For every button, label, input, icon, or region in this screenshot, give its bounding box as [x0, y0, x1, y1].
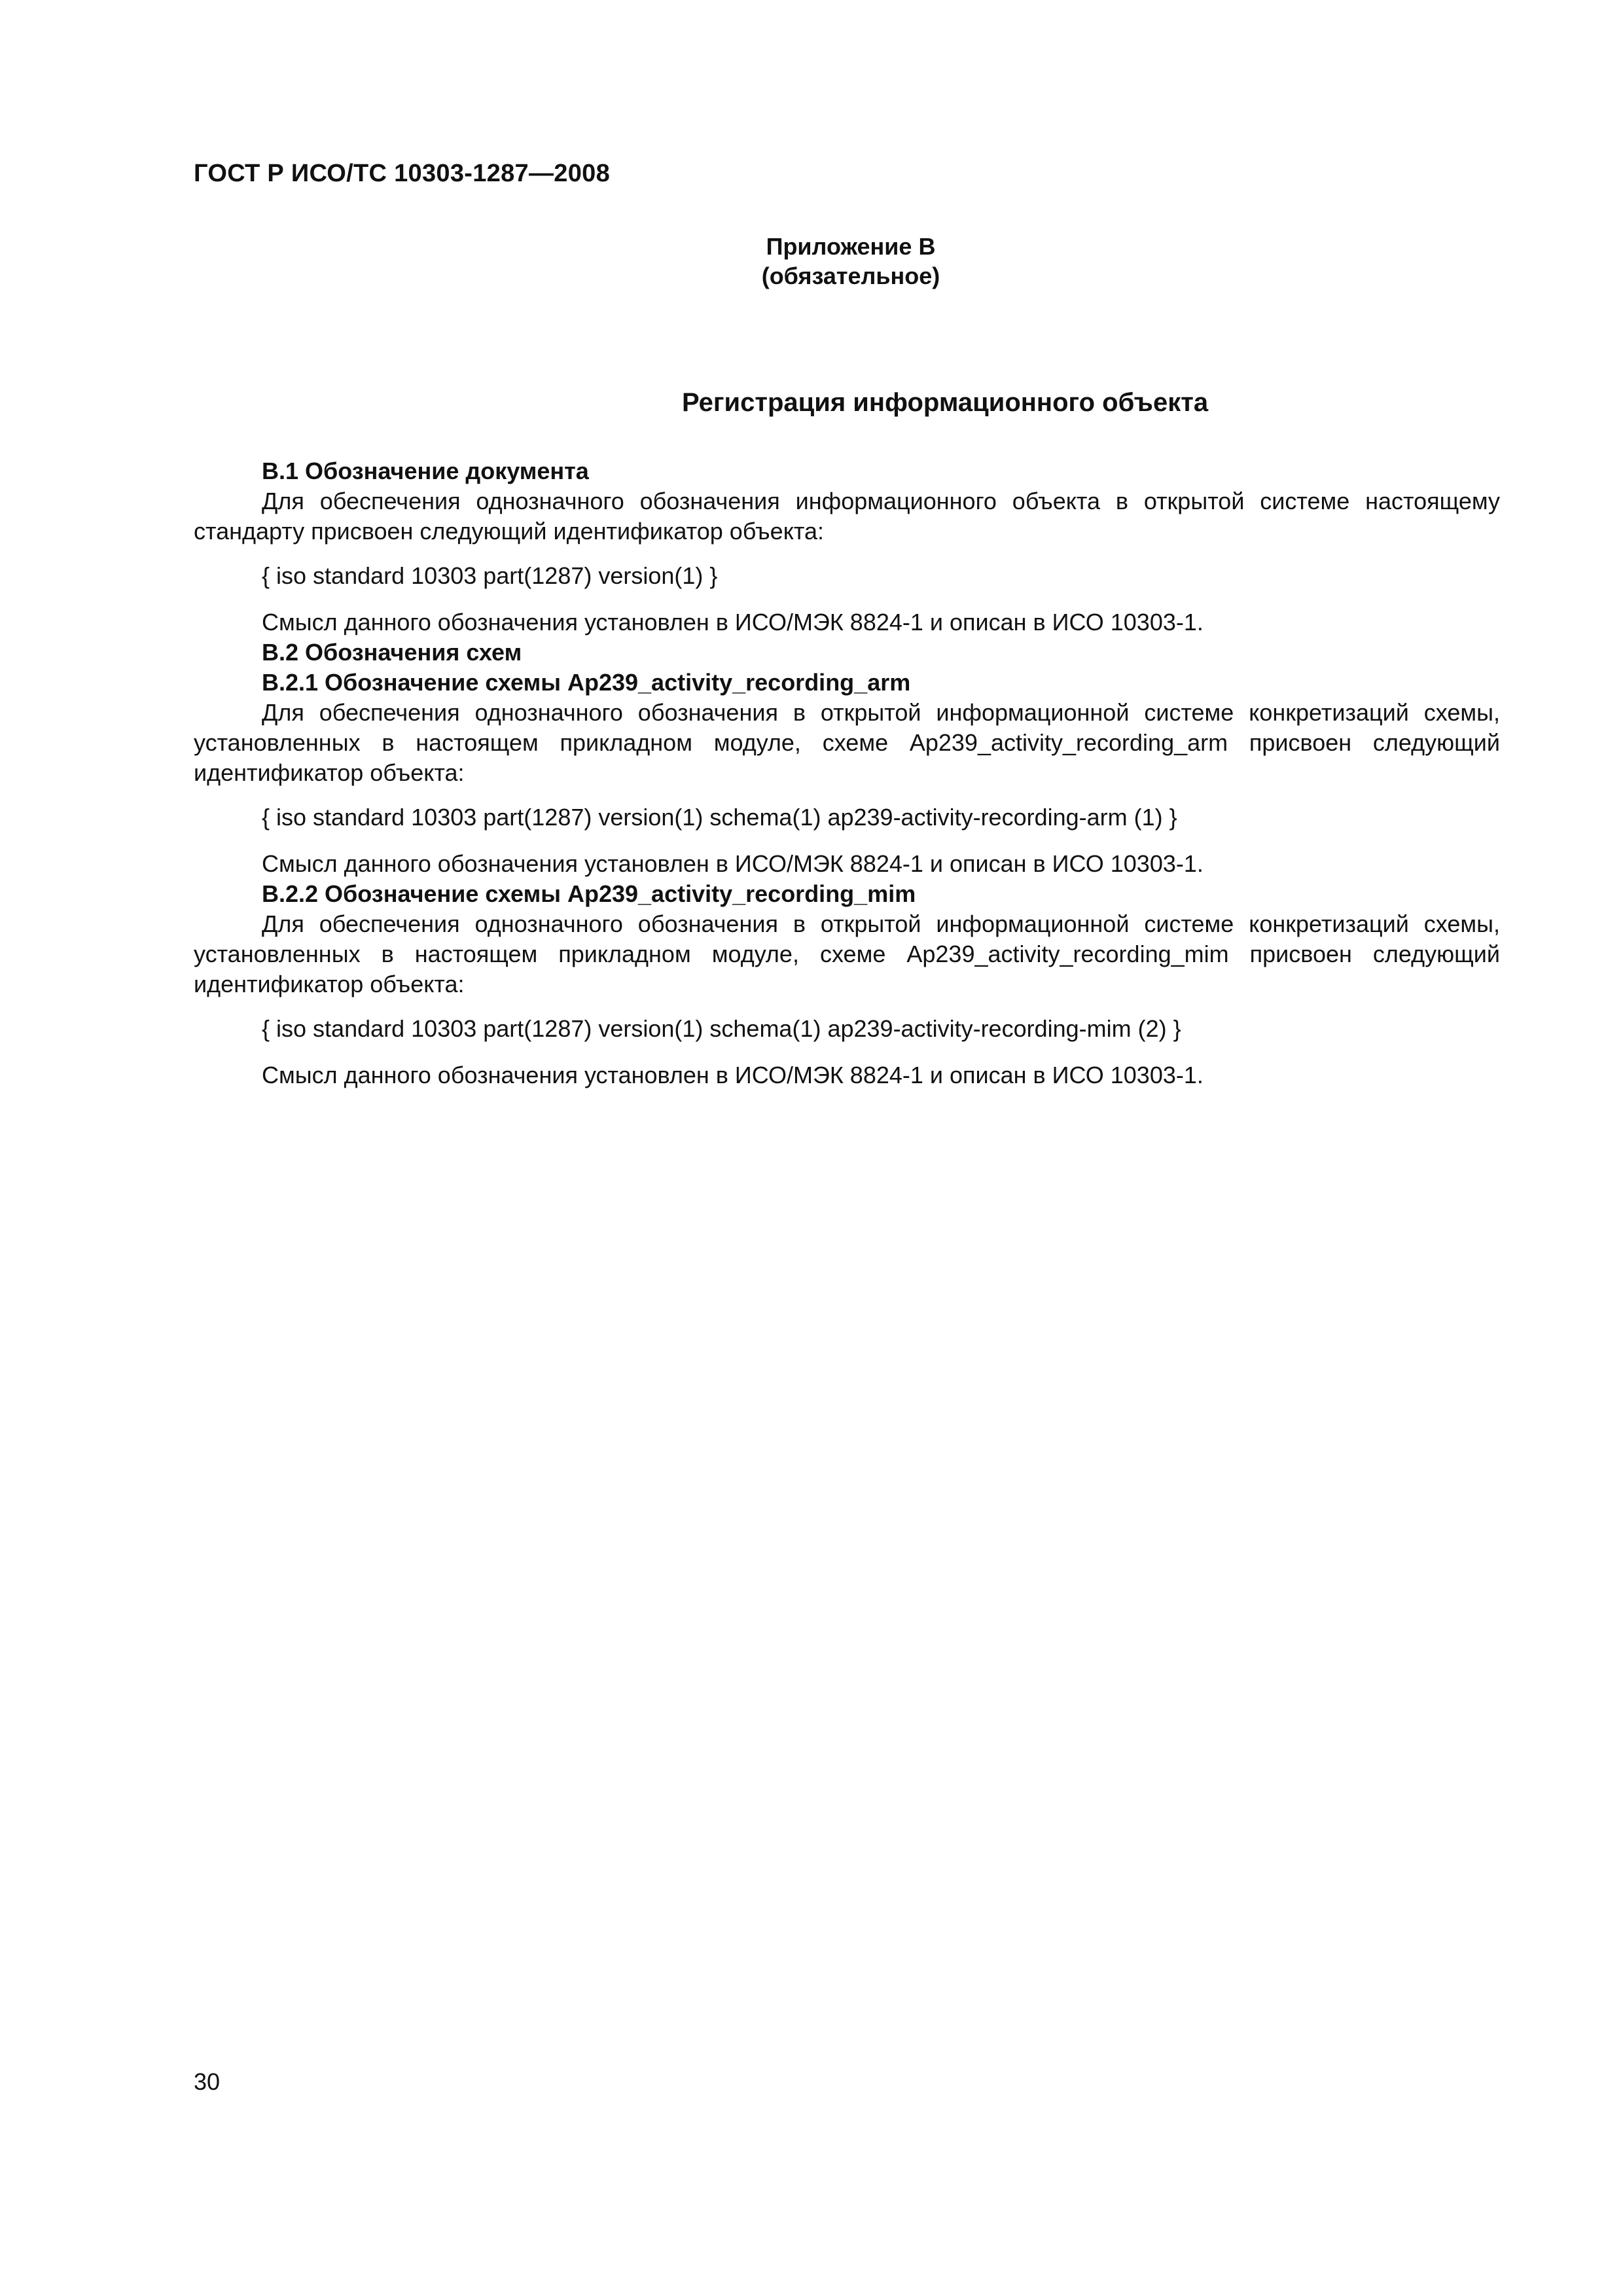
section-b22-identifier: { iso standard 10303 part(1287) version(1) schema(1) ap239-activity-recording-mim (2) }	[262, 1015, 1181, 1042]
section-b22-text: Для обеспечения однозначного обозначения в открытой информационной системе конкретизаций схемы, установленных в настоящем прикладном модуле, схеме Ap239_activity_recording_mim присвоен следующий идентификатор объекта:	[194, 910, 1500, 997]
section-b1-heading: В.1 Обозначение документа	[262, 457, 589, 484]
standard-code: ГОСТ Р ИСО/ТС 10303-1287—2008	[194, 160, 610, 187]
section-b2-heading: В.2 Обозначения схем	[262, 639, 522, 666]
section-b22-note: Смысл данного обозначения установлен в ИСО/МЭК 8824-1 и описан в ИСО 10303-1.	[262, 1062, 1204, 1088]
annex-status: (обязательное)	[761, 262, 940, 289]
section-b1-text: Для обеспечения однозначного обозначения информационного объекта в открытой системе настоящему стандарту присвоен следующий идентификатор объекта:	[194, 488, 1500, 545]
section-b21-text: Для обеспечения однозначного обозначения в открытой информационной системе конкретизаций схемы, установленных в настоящем прикладном модуле, схеме Ap239_activity_recording_arm присвоен следующий идентификатор объекта:	[194, 699, 1500, 786]
section-b21-heading: В.2.1 Обозначение схемы Ap239_activity_recording_arm	[262, 669, 911, 696]
document-body	[194, 456, 1500, 1090]
section-b22-heading: В.2.2 Обозначение схемы Ap239_activity_recording_mim	[262, 880, 916, 907]
section-b1-note: Смысл данного обозначения установлен в ИСО/МЭК 8824-1 и описан в ИСО 10303-1.	[262, 609, 1204, 636]
section-b1-identifier: { iso standard 10303 part(1287) version(1) }	[262, 562, 718, 589]
annex-title: Приложение В	[766, 233, 936, 260]
document-title: Регистрация информационного объекта	[681, 388, 1209, 417]
page-number: 30	[194, 2068, 221, 2095]
section-b21-note: Смысл данного обозначения установлен в ИСО/МЭК 8824-1 и описан в ИСО 10303-1.	[262, 850, 1204, 877]
section-b21-identifier: { iso standard 10303 part(1287) version(1) schema(1) ap239-activity-recording-arm (1) }	[262, 804, 1177, 831]
